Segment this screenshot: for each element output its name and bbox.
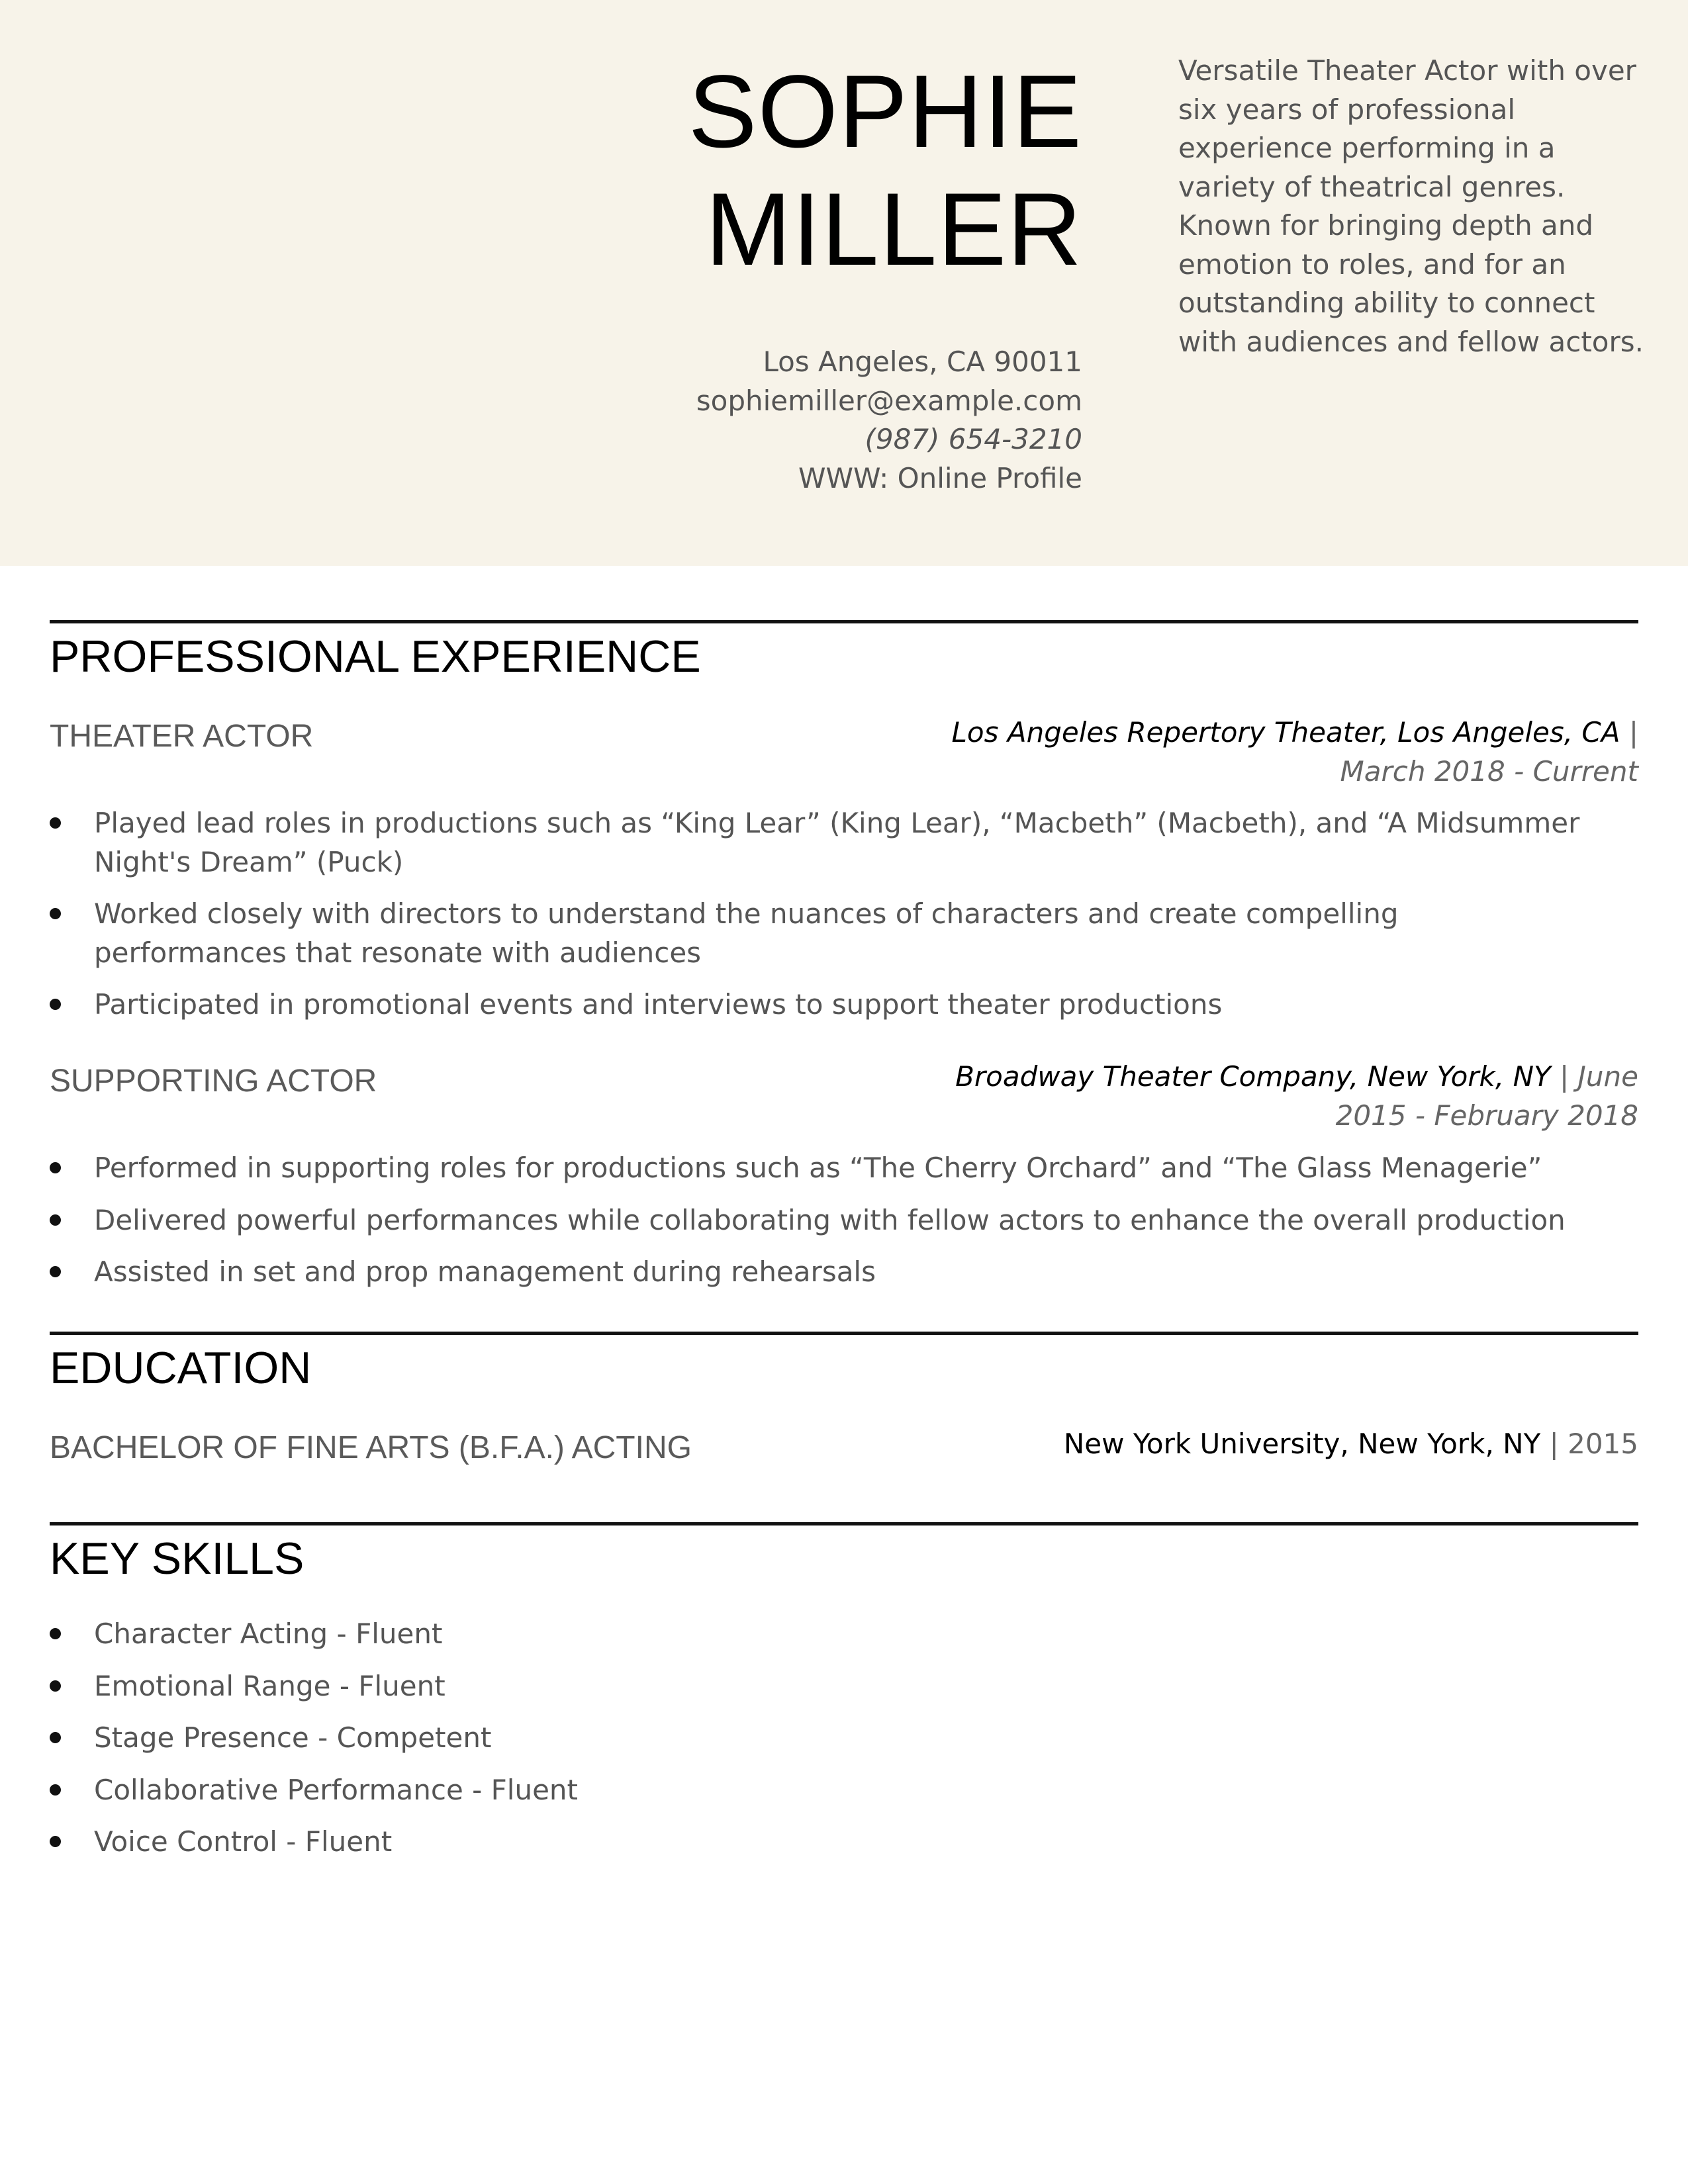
email[interactable]: sophiemiller@example.com xyxy=(696,384,1082,417)
phone: (987) 654-3210 xyxy=(865,423,1082,455)
job-org: Los Angeles Repertory Theater xyxy=(951,716,1380,749)
list-item: Stage Presence - Competent xyxy=(50,1719,1592,1758)
list-item: Collaborative Performance - Fluent xyxy=(50,1771,1592,1810)
resume-header xyxy=(0,0,1688,566)
bullet-icon xyxy=(50,1680,61,1692)
job-dates: June 2015 - February 2018 xyxy=(1335,1060,1638,1132)
list-item: Played lead roles in productions such as “King Lear” (King Lear), “Macbeth” (Macbeth), and “A Midsummer Night's Dream” (Puck) xyxy=(50,804,1592,882)
list-item: Performed in supporting roles for productions such as “The Cherry Orchard” and “The Glass Menagerie” xyxy=(50,1149,1592,1188)
bullet-icon xyxy=(50,1162,61,1173)
job-title: SUPPORTING ACTOR xyxy=(50,1064,377,1099)
job-org: Broadway Theater Company xyxy=(955,1060,1350,1093)
graduation-year: 2015 xyxy=(1568,1428,1638,1460)
job-title: THEATER ACTOR xyxy=(50,719,314,754)
contact-info xyxy=(596,343,1082,498)
meta-separator: | xyxy=(1549,1428,1559,1460)
bullet-icon xyxy=(50,1732,61,1743)
section-divider xyxy=(50,1522,1638,1525)
bullet-icon xyxy=(50,1784,61,1796)
section-divider xyxy=(50,620,1638,623)
bullet-icon xyxy=(50,908,61,919)
list-item: Voice Control - Fluent xyxy=(50,1823,1592,1862)
name-first: SOPHIE xyxy=(688,54,1082,169)
education-meta: New York University, New York, NY | 2015 xyxy=(1063,1428,1638,1460)
list-item: Character Acting - Fluent xyxy=(50,1615,1592,1654)
school-location: New York, NY xyxy=(1358,1428,1541,1460)
meta-separator: | xyxy=(1628,716,1638,749)
job-meta: Broadway Theater Company, New York, NY | June 2015 - February 2018 xyxy=(955,1060,1638,1132)
address: Los Angeles, CA 90011 xyxy=(763,345,1082,378)
job-bullets xyxy=(50,1149,1592,1292)
experience-heading: PROFESSIONAL EXPERIENCE xyxy=(50,631,701,682)
bullet-icon xyxy=(50,999,61,1010)
education-heading: EDUCATION xyxy=(50,1343,312,1393)
name-last: MILLER xyxy=(705,172,1082,287)
meta-separator: | xyxy=(1560,1060,1570,1093)
bullet-icon xyxy=(50,1836,61,1847)
job-meta: Los Angeles Repertory Theater, Los Angeles, CA | March 2018 - Current xyxy=(844,713,1638,791)
job-location: New York, NY xyxy=(1367,1060,1551,1093)
professional-summary: Versatile Theater Actor with over six years of professional experience performing in a variety of theatrical genres. Known for bringing depth and emotion to roles, and for an outstanding ability to connect with audiences and fellow actors. xyxy=(1178,54,1644,358)
bullet-icon xyxy=(50,817,61,829)
bullet-icon xyxy=(50,1628,61,1639)
list-item: Emotional Range - Fluent xyxy=(50,1667,1592,1706)
job-bullets xyxy=(50,804,1592,1024)
candidate-name xyxy=(596,53,1082,289)
section-divider xyxy=(50,1332,1638,1335)
list-item: Participated in promotional events and interviews to support theater productions xyxy=(50,985,1592,1024)
degree-title: BACHELOR OF FINE ARTS (B.F.A.) ACTING xyxy=(50,1430,692,1465)
skills-list xyxy=(50,1615,1592,1862)
skills-heading: KEY SKILLS xyxy=(50,1533,305,1584)
bullet-icon xyxy=(50,1214,61,1226)
website-link[interactable]: WWW: Online Profile xyxy=(798,461,1082,494)
list-item: Worked closely with directors to understand the nuances of characters and create compelling performances that resonate with audiences xyxy=(50,895,1592,972)
school-name: New York University xyxy=(1063,1428,1340,1460)
job-dates: March 2018 - Current xyxy=(1340,754,1638,788)
list-item: Delivered powerful performances while collaborating with fellow actors to enhance the overall production xyxy=(50,1201,1592,1240)
bullet-icon xyxy=(50,1266,61,1277)
list-item: Assisted in set and prop management during rehearsals xyxy=(50,1253,1592,1292)
job-location: Los Angeles, CA xyxy=(1397,716,1620,749)
